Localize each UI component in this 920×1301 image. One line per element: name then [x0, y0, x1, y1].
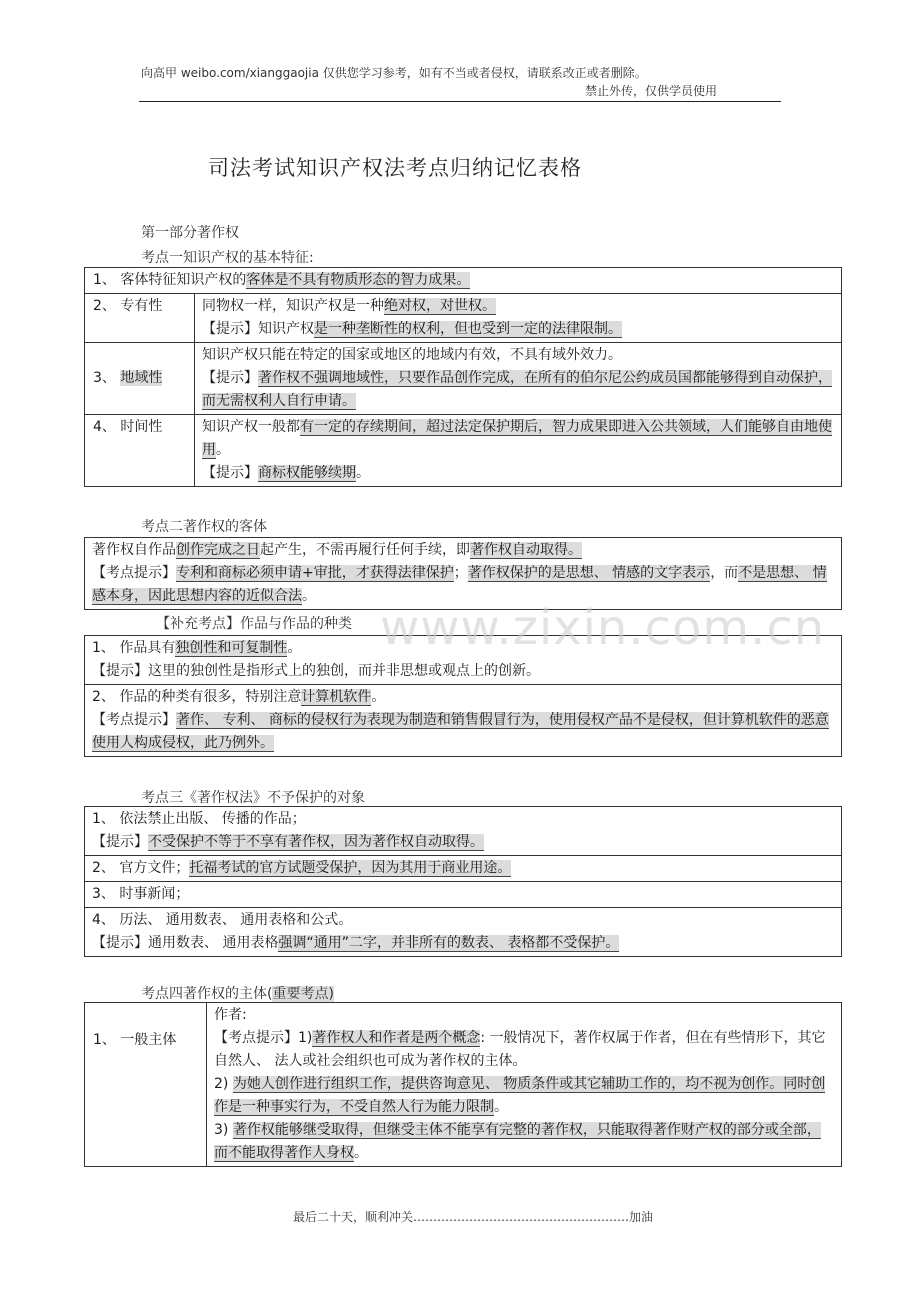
highlight-text: 为她人创作进行组织工作，提供咨询意见、 物质条件或其它辅助工作的，均不视为创作 [232, 1076, 770, 1092]
table-row [85, 685, 842, 757]
row-text: 1、 依法禁止出版、 传播的作品； [92, 811, 306, 827]
table-row [85, 1003, 842, 1167]
punct: 。 [342, 393, 356, 409]
row-content [85, 685, 842, 757]
row-text: 知识产权只能在特定的国家或地区的地域内有效，不具有域外效力。 [202, 347, 622, 363]
row-key: 2、 专有性 [85, 294, 195, 343]
row-text: 起产生，不需再履行任何手续，即 [260, 542, 470, 558]
highlight-text: 著作权能够继受取得，但继受主体不能享有完整的著作权，只能取得著作财产权的部分或全部，而不能取得著作人身权 [214, 1122, 821, 1161]
highlight-text: 托福考试的官方试题受保护，因为其用于商业用途 [189, 860, 498, 876]
highlight-text: 创作完成之日 [176, 542, 260, 558]
punct: 。 [302, 588, 316, 604]
highlight-text: 强调“通用”二字，并非所有的数表、 表格都不受保护。 [278, 935, 620, 951]
highlight-text: 著作权自动取得 [470, 542, 568, 558]
watermark: www.zixin.com.cn [380, 600, 826, 656]
highlight-text: 独创性和可复制性 [175, 640, 288, 656]
part-heading: 第一部分著作权 [141, 225, 239, 241]
table-row [85, 294, 842, 343]
row-text: 知识产权一般都 [202, 419, 300, 435]
row-content: 3、 时事新闻； [85, 882, 842, 908]
hint-text: 【考点提示】 [92, 712, 176, 728]
table-row [85, 343, 842, 415]
row-text: 2、 官方文件； [92, 860, 190, 876]
hint-text: 【提示】 [202, 465, 258, 481]
row-content [85, 856, 842, 882]
row-content [195, 415, 842, 487]
hint-text: 【考点提示】 [92, 565, 176, 581]
header-notice: 仅供您学习参考，如有不当或者侵权，请联系改正或者删除。 [322, 66, 647, 80]
row-text: : 一般情况下，著作权属于作者，但在有些情形下，其它自然人、 法人或社会组织也可成为著作权的主体。 [214, 1030, 826, 1069]
row-num: 3) [214, 1122, 229, 1138]
highlight-text: 是一种垄断性的权利，但也受到一定的法律限制 [314, 321, 608, 337]
kp1-table [84, 267, 842, 487]
highlight-text: 著作权不强调地域性，只要作品创作完成，在所有的伯尔尼公约成员国都能够得到自动保护，而无需权利人自行申请 [202, 370, 832, 409]
punct: 。 [608, 321, 622, 337]
punct: 。 [356, 465, 370, 481]
highlight-text: 不受保护不等于不享有著作权，因为著作权自动取得 [148, 834, 470, 850]
punct: 。 [456, 272, 471, 288]
punct: 。 [497, 860, 512, 876]
row-content [195, 294, 842, 343]
row-key: 1、 客体特征 [93, 272, 177, 288]
row-key: 4、 时间性 [85, 415, 195, 487]
heading-text: 考点四著作权的主体( [141, 986, 273, 1002]
row-content [85, 807, 842, 856]
punct: ； [453, 565, 468, 581]
hint-text: 【提示】知识产权 [202, 321, 314, 337]
row-text: 作者: [214, 1007, 247, 1023]
punct: 。 [287, 640, 302, 656]
highlight-text: 。同时创作是一种事实行为，不受自然人行为能力限制 [214, 1076, 826, 1115]
highlight-text: 著作权保护的是思想、 情感的文字表示 [467, 565, 711, 581]
hint-text: 【提示】通用数表、 通用表格 [92, 935, 279, 951]
row-content [207, 1003, 842, 1167]
highlight-text: 客体是不具有物质形态的智力成果 [246, 272, 457, 288]
table-row [85, 856, 842, 882]
row-key-label: 地域性 [120, 370, 163, 386]
header-author: 向高甲 [141, 66, 178, 80]
kp2-heading: 考点二著作权的客体 [141, 519, 267, 535]
row-text: 著作权自作品 [92, 542, 176, 558]
table-row [85, 882, 842, 908]
row-text: 1、 作品具有 [92, 640, 176, 656]
kp3-table [84, 806, 842, 957]
row-num: 3、 [93, 370, 116, 386]
row-text: 知识产权的 [176, 272, 247, 288]
highlight-text: 绝对权，对世权 [384, 298, 482, 314]
kp1-row1 [85, 268, 842, 294]
highlight-text: 计算机软件 [301, 689, 372, 705]
row-key: 1、 一般主体 [85, 1003, 207, 1167]
highlight-text: 专利和商标必须申请+审批，才获得法律保护 [176, 565, 454, 581]
punct: 。 [494, 1099, 508, 1115]
highlight-text: 重要考点) [272, 986, 334, 1002]
header-right: 禁止外传，仅供学员使用 [585, 84, 718, 98]
punct: 。 [568, 542, 582, 558]
highlight-text: 商标权能够续期 [258, 465, 356, 481]
row-text: 2、 作品的种类有很多，特别注意 [92, 689, 302, 705]
kp3-heading: 考点三《著作权法》不予保护的对象 [141, 790, 365, 806]
table-row [85, 908, 842, 957]
punct: 。 [482, 298, 496, 314]
row-text: ，而 [710, 565, 739, 581]
row-content [85, 538, 842, 610]
highlight-text: 著作权人和作者是两个概念 [312, 1030, 481, 1046]
row-key [85, 343, 195, 415]
hint-text: 【考点提示】1) [214, 1030, 313, 1046]
highlight-text: 著作、 专利、 商标的侵权行为表现为制造和销售假冒行为，使用侵权产品不是侵权，但计算机软件的恶意使用人构成侵权，此乃例外。 [92, 712, 829, 751]
table-row [85, 807, 842, 856]
row-content [85, 908, 842, 957]
hint-text: 【提示】 [202, 370, 258, 386]
punct: 。 [371, 689, 386, 705]
footer-text: 最后二十天，顺利冲关………………………………………………加油 [293, 1210, 654, 1224]
table-row [85, 415, 842, 487]
kp1-heading: 考点一知识产权的基本特征: [141, 250, 314, 266]
highlight-text: 不是思想、 情感本身，因此思想内容的近似合法 [92, 565, 827, 604]
header-url: weibo.com/xianggaojia [180, 66, 319, 80]
table-row [85, 268, 842, 294]
highlight-text: 有一定的存续期间，超过法定保护期后，智力成果即进入公共领域，人们能够自由地使用 [202, 419, 832, 458]
supp-heading: 【补充考点】作品与作品的种类 [156, 616, 352, 632]
header-line [141, 64, 647, 81]
row-num: 2) [214, 1076, 229, 1092]
kp4-heading [141, 983, 334, 1003]
punct: 。 [354, 1145, 368, 1161]
kp4-table [84, 1002, 842, 1167]
row-content [195, 343, 842, 415]
row-text: 4、 历法、 通用数表、 通用表格和公式。 [92, 912, 353, 928]
hint-text: 【提示】这里的独创性是指形式上的独创，而并非思想或观点上的创新。 [92, 663, 540, 679]
table-row [85, 538, 842, 610]
hint-text: 【提示】 [92, 834, 148, 850]
page-title: 司法考试知识产权法考点归纳记忆表格 [208, 156, 582, 180]
punct: 。 [470, 834, 484, 850]
header-divider [139, 101, 781, 102]
row-text: 同物权一样，知识产权是一种 [202, 298, 384, 314]
punct: 。 [216, 442, 230, 458]
